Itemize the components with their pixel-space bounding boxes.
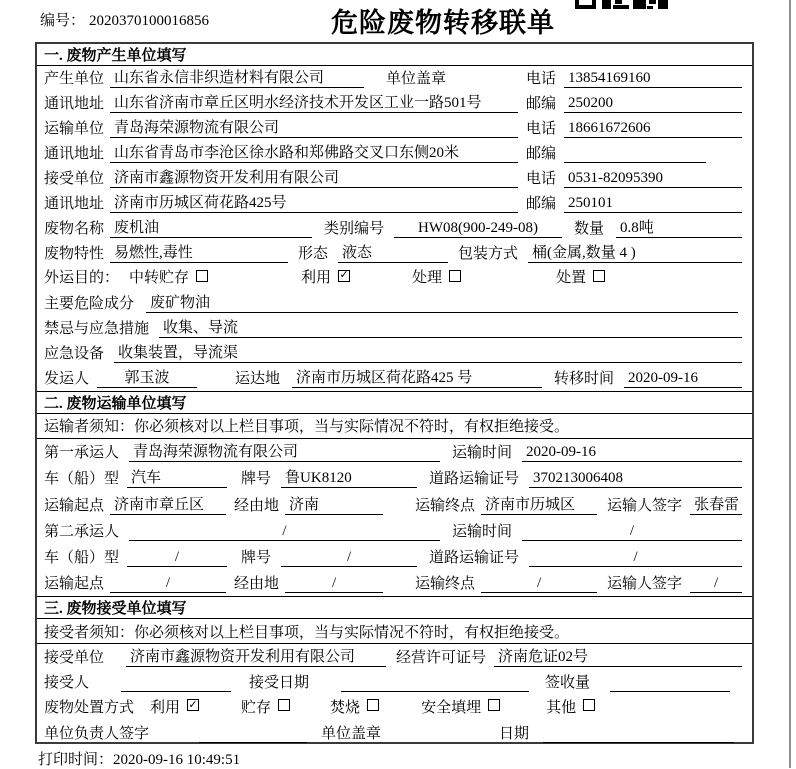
row-acceptor xyxy=(37,670,752,695)
purpose-treatment-option: 处理 xyxy=(412,266,461,287)
route1-via-value: 济南 xyxy=(285,493,383,515)
accept-date-value xyxy=(341,691,529,692)
row-responsible-signature xyxy=(37,720,752,745)
accept-date-label: 接受日期 xyxy=(249,675,310,692)
row-waste-traits xyxy=(37,241,752,266)
row-receiver xyxy=(37,166,752,191)
purpose-transfer-storage-option: 中转贮存 xyxy=(129,266,208,287)
receive-date-value xyxy=(543,742,734,743)
transfer-time-value: 2020-09-16 xyxy=(624,370,742,388)
print-time-label: 打印时间： xyxy=(38,752,114,768)
plate2-label: 牌号 xyxy=(241,550,272,567)
route2-start-label: 运输起点 xyxy=(44,576,105,593)
receive-date-label: 日期 xyxy=(499,725,530,742)
waste-pack-label: 包装方式 xyxy=(458,246,519,262)
shipper-label: 发运人 xyxy=(44,370,90,387)
responsible-signature-value xyxy=(199,742,307,743)
transport-time2-label: 运输时间 xyxy=(451,523,512,540)
waste-traits-value: 易燃性,毒性 xyxy=(110,241,288,263)
serial-line xyxy=(40,9,209,30)
road-license2-value: / xyxy=(529,549,742,567)
transfer-purpose-label: 外运目的： xyxy=(44,270,120,287)
row-receiving-unit xyxy=(37,644,752,669)
vehicle-type1-label: 车（船）型 xyxy=(44,471,120,488)
emergency-equipment-label: 应急设备 xyxy=(44,345,105,362)
disposal-recycle-option: 利用 ✓ xyxy=(150,698,198,716)
serial-number: 2020370100016856 xyxy=(89,13,210,29)
transport-time1-label: 运输时间 xyxy=(451,444,512,461)
plate1-label: 牌号 xyxy=(241,471,272,488)
receiver-phone-label: 电话 xyxy=(526,171,557,187)
purpose-recycle-option: 利用 ✓ xyxy=(301,269,349,287)
purpose-treatment-checkbox xyxy=(449,270,461,282)
disposal-other-option: 其他 xyxy=(546,696,595,717)
waste-form-value: 液态 xyxy=(338,241,448,263)
shipper-value: 郭玉波 xyxy=(97,366,197,388)
transporter-zip-label: 邮编 xyxy=(526,146,557,162)
disposal-method-label: 废物处置方式 xyxy=(44,699,135,716)
disposal-storage-checkbox xyxy=(278,699,290,711)
disposal-incineration-option: 焚烧 xyxy=(330,696,379,717)
row-transfer-purpose xyxy=(37,266,752,291)
disposal-storage-option: 贮存 xyxy=(241,696,290,717)
plate1-value: 鲁UK8120 xyxy=(281,466,417,488)
route2-end-value: / xyxy=(481,575,597,593)
emergency-measures-label: 禁忌与应急措施 xyxy=(44,320,150,337)
producer-unit-value: 山东省永信非织造材料有限公司 xyxy=(110,66,364,88)
purpose-disposal-checkbox xyxy=(593,270,605,282)
print-time-line xyxy=(38,748,240,769)
row-transporter-address xyxy=(37,141,752,166)
producer-address-label: 通讯地址 xyxy=(44,96,105,112)
emergency-equipment-value: 收集装置，导流渠 xyxy=(114,341,742,363)
producer-zip-value: 250200 xyxy=(564,95,742,113)
transporter-unit-value: 青岛海荣源物流有限公司 xyxy=(110,116,518,138)
row-shipper xyxy=(37,366,752,391)
route1-sign-value: 张春雷 xyxy=(690,493,742,515)
route2-sign-value: / xyxy=(690,575,742,593)
waste-name-value: 废机油 xyxy=(110,216,312,238)
row-waste-name xyxy=(37,216,752,241)
vehicle-type2-value: / xyxy=(127,549,227,567)
manifest-table xyxy=(35,42,754,744)
row-emergency-measures xyxy=(37,316,752,341)
unit-seal-label: 单位盖章 xyxy=(385,71,446,87)
waste-name-label: 废物名称 xyxy=(44,221,105,237)
route2-via-label: 经由地 xyxy=(234,576,280,593)
waste-traits-label: 废物特性 xyxy=(44,246,105,262)
row-vehicle1 xyxy=(37,465,752,491)
receiver-seal-label: 单位盖章 xyxy=(321,725,382,742)
plate2-value: / xyxy=(281,549,417,567)
route2-via-value: / xyxy=(285,575,383,593)
disposal-landfill-checkbox xyxy=(488,699,500,711)
row-emergency-equipment xyxy=(37,341,752,366)
purpose-disposal-option: 处置 xyxy=(556,266,605,287)
section2-header: 二. 废物运输单位填写 xyxy=(37,391,752,414)
receiver-zip-value: 250101 xyxy=(564,195,742,213)
serial-label: 编号： xyxy=(40,13,86,29)
transporter-phone-value: 18661672606 xyxy=(564,120,742,138)
transporter-address-label: 通讯地址 xyxy=(44,146,105,162)
waste-code-label: 类别编号 xyxy=(324,221,385,237)
signed-qty-value xyxy=(610,691,730,692)
producer-unit-label: 产生单位 xyxy=(44,71,105,87)
route1-end-value: 济南市历城区 xyxy=(481,493,597,515)
purpose-transfer-storage-checkbox xyxy=(196,270,208,282)
producer-phone-value: 13854169160 xyxy=(564,70,742,88)
transporter-zip-value xyxy=(564,162,706,163)
row-receiver-address xyxy=(37,191,752,216)
responsible-signature-label: 单位负责人签字 xyxy=(44,725,150,742)
transfer-time-label: 转移时间 xyxy=(554,370,615,387)
section1-header: 一. 废物产生单位填写 xyxy=(37,44,752,66)
route1-start-label: 运输起点 xyxy=(44,497,105,514)
section3-header: 三. 废物接受单位填写 xyxy=(37,596,752,619)
road-license1-value: 370213006408 xyxy=(529,470,742,488)
waste-qty-label: 数量 xyxy=(574,221,605,237)
route1-via-label: 经由地 xyxy=(234,497,280,514)
destination-label: 运达地 xyxy=(235,370,281,387)
destination-value: 济南市历城区荷花路425 号 xyxy=(292,366,542,388)
receiving-unit-label: 接受单位 xyxy=(44,649,105,666)
signed-qty-label: 签收量 xyxy=(545,675,591,692)
transporter-unit-label: 运输单位 xyxy=(44,121,105,137)
row-disposal-method xyxy=(37,695,752,720)
receiver-phone-value: 0531-82095390 xyxy=(564,170,742,188)
receiver-notice: 接受者须知：你必须核对以上栏目事项，当与实际情况不符时，有权拒绝接受。 xyxy=(37,619,752,644)
waste-code-value: HW08(900-249-08) xyxy=(394,220,562,238)
permit-number-label: 经营许可证号 xyxy=(395,649,486,666)
receiver-zip-label: 邮编 xyxy=(526,196,557,212)
receiving-unit-value: 济南市鑫源物资开发利用有限公司 xyxy=(126,645,386,667)
row-second-carrier xyxy=(37,518,752,544)
disposal-incineration-checkbox xyxy=(367,699,379,711)
transporter-address-value: 山东省青岛市李沧区徐水路和郑佛路交叉口东侧20米 xyxy=(110,141,518,163)
transport-time2-value: / xyxy=(522,523,742,541)
permit-number-value: 济南危证02号 xyxy=(494,645,742,667)
receiver-address-label: 通讯地址 xyxy=(44,196,105,212)
print-time-value: 2020-09-16 10:49:51 xyxy=(113,752,241,768)
transport-time1-value: 2020-09-16 xyxy=(522,444,742,462)
acceptor-label: 接受人 xyxy=(44,675,90,692)
producer-phone-label: 电话 xyxy=(526,71,557,87)
first-carrier-value: 青岛海荣源物流有限公司 xyxy=(129,440,440,462)
page-edge-line xyxy=(789,0,791,768)
waste-qty-value: 0.8吨 xyxy=(616,216,742,238)
road-license2-label: 道路运输证号 xyxy=(429,550,520,567)
waste-pack-value: 桶(金属,数量 4 ) xyxy=(528,241,742,263)
second-carrier-value: / xyxy=(129,523,440,541)
waste-form-label: 形态 xyxy=(298,246,329,262)
row-transporter xyxy=(37,116,752,141)
route2-sign-label: 运输人签字 xyxy=(607,576,683,593)
row-route2 xyxy=(37,570,752,596)
first-carrier-label: 第一承运人 xyxy=(44,444,120,461)
row-vehicle2 xyxy=(37,544,752,570)
row-main-hazard xyxy=(37,291,752,316)
route1-end-label: 运输终点 xyxy=(415,497,476,514)
acceptor-value xyxy=(121,691,231,692)
transporter-phone-label: 电话 xyxy=(526,121,557,137)
row-first-carrier xyxy=(37,439,752,465)
row-producer xyxy=(37,66,752,91)
disposal-other-checkbox xyxy=(583,699,595,711)
route1-start-value: 济南市章丘区 xyxy=(110,493,226,515)
second-carrier-label: 第二承运人 xyxy=(44,523,120,540)
row-producer-address xyxy=(37,91,752,116)
disposal-landfill-option: 安全填埋 xyxy=(421,696,500,717)
receiver-unit-label: 接受单位 xyxy=(44,171,105,187)
disposal-recycle-checkbox: ✓ xyxy=(188,698,198,711)
route2-end-label: 运输终点 xyxy=(415,576,476,593)
producer-zip-label: 邮编 xyxy=(526,96,557,112)
purpose-recycle-checkbox: ✓ xyxy=(339,269,349,282)
transporter-notice: 运输者须知：你必须核对以上栏目事项，当与实际情况不符时，有权拒绝接受。 xyxy=(37,414,752,439)
vehicle-type1-value: 汽车 xyxy=(127,466,227,488)
producer-address-value: 山东省济南市章丘区明水经济技术开发区工业一路501号 xyxy=(110,91,518,113)
vehicle-type2-label: 车（船）型 xyxy=(44,550,120,567)
receiver-address-value: 济南市历城区荷花路425号 xyxy=(110,191,518,213)
main-hazard-label: 主要危险成分 xyxy=(44,295,135,312)
road-license1-label: 道路运输证号 xyxy=(429,471,520,488)
main-hazard-value: 废矿物油 xyxy=(146,291,738,313)
emergency-measures-value: 收集、导流 xyxy=(159,316,742,338)
form-title: 危险废物转移联单 xyxy=(331,8,555,38)
route2-start-value: / xyxy=(110,575,226,593)
qr-code-fragment xyxy=(575,0,668,10)
route1-sign-label: 运输人签字 xyxy=(607,497,683,514)
receiver-unit-value: 济南市鑫源物资开发利用有限公司 xyxy=(110,166,518,188)
row-route1 xyxy=(37,491,752,517)
